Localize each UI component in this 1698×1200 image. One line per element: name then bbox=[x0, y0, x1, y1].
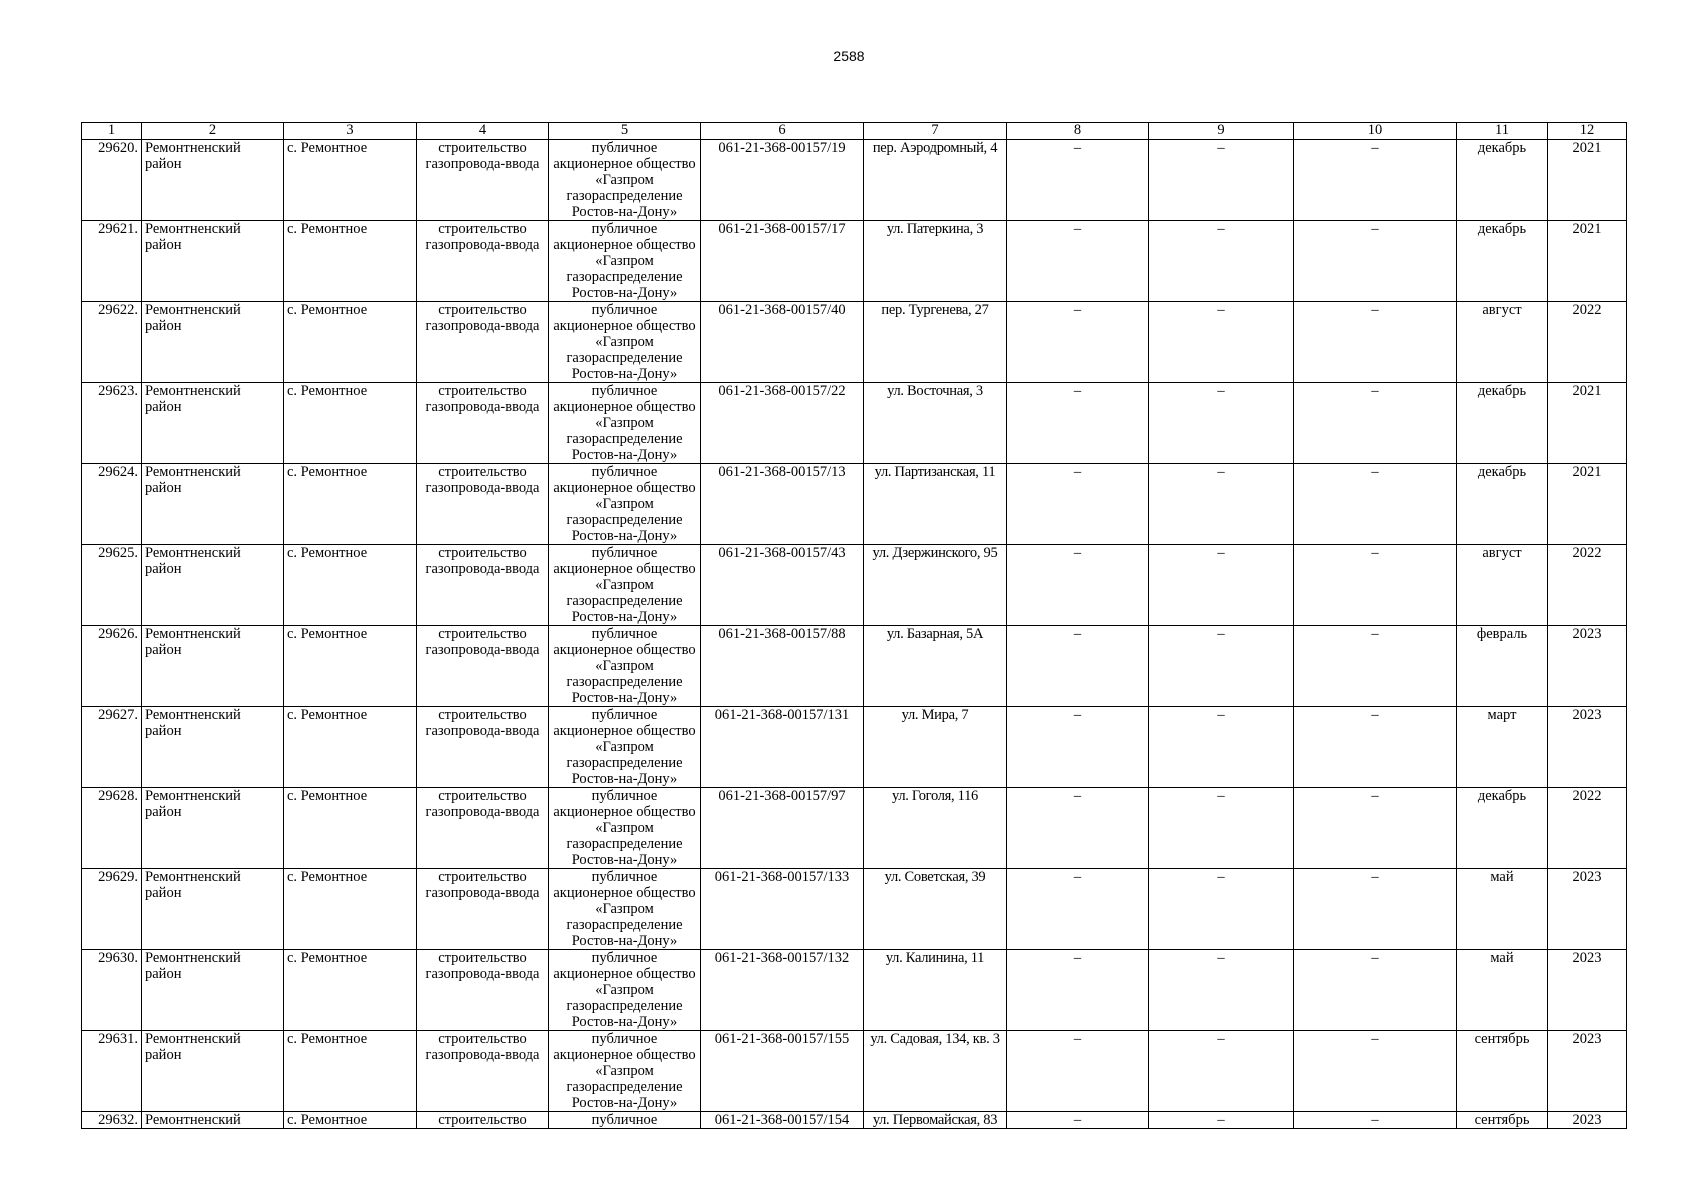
cell-row-number: 29625. bbox=[82, 545, 142, 626]
cell-locality: с. Ремонтное bbox=[284, 545, 417, 626]
cell-registry-code: 061-21-368-00157/97 bbox=[701, 788, 864, 869]
cell-col8: – bbox=[1007, 707, 1149, 788]
cell-work-type: строительство газопровода-ввода bbox=[417, 707, 549, 788]
cell-district: Ремонтненский район bbox=[142, 1031, 284, 1112]
cell-registry-code: 061-21-368-00157/154 bbox=[701, 1112, 864, 1129]
cell-year: 2021 bbox=[1548, 221, 1627, 302]
cell-district: Ремонтненский район bbox=[142, 383, 284, 464]
cell-district: Ремонтненский bbox=[142, 1112, 284, 1129]
column-header: 2 bbox=[142, 123, 284, 140]
table-body bbox=[82, 123, 1627, 1129]
cell-month: февраль bbox=[1457, 626, 1548, 707]
cell-year: 2022 bbox=[1548, 302, 1627, 383]
cell-organization: публичное bbox=[549, 1112, 701, 1129]
cell-registry-code: 061-21-368-00157/19 bbox=[701, 140, 864, 221]
cell-locality: с. Ремонтное bbox=[284, 788, 417, 869]
cell-work-type: строительство газопровода-ввода bbox=[417, 221, 549, 302]
cell-col10: – bbox=[1294, 869, 1457, 950]
table-row bbox=[82, 545, 1627, 626]
cell-registry-code: 061-21-368-00157/43 bbox=[701, 545, 864, 626]
cell-locality: с. Ремонтное bbox=[284, 464, 417, 545]
cell-month: декабрь bbox=[1457, 788, 1548, 869]
cell-organization: публичное акционерное общество «Газпром газораспределение Ростов-на-Дону» bbox=[549, 626, 701, 707]
cell-col9: – bbox=[1149, 545, 1294, 626]
cell-col10: – bbox=[1294, 545, 1457, 626]
cell-registry-code: 061-21-368-00157/17 bbox=[701, 221, 864, 302]
cell-col10: – bbox=[1294, 302, 1457, 383]
column-header: 3 bbox=[284, 123, 417, 140]
cell-registry-code: 061-21-368-00157/132 bbox=[701, 950, 864, 1031]
cell-month: декабрь bbox=[1457, 221, 1548, 302]
cell-row-number: 29631. bbox=[82, 1031, 142, 1112]
cell-col8: – bbox=[1007, 221, 1149, 302]
cell-work-type: строительство газопровода-ввода bbox=[417, 302, 549, 383]
cell-registry-code: 061-21-368-00157/40 bbox=[701, 302, 864, 383]
cell-work-type: строительство газопровода-ввода bbox=[417, 545, 549, 626]
cell-locality: с. Ремонтное bbox=[284, 1031, 417, 1112]
cell-col9: – bbox=[1149, 950, 1294, 1031]
cell-registry-code: 061-21-368-00157/22 bbox=[701, 383, 864, 464]
cell-col8: – bbox=[1007, 626, 1149, 707]
cell-year: 2023 bbox=[1548, 1112, 1627, 1129]
cell-organization: публичное акционерное общество «Газпром газораспределение Ростов-на-Дону» bbox=[549, 869, 701, 950]
table-row bbox=[82, 950, 1627, 1031]
table-row bbox=[82, 221, 1627, 302]
cell-locality: с. Ремонтное bbox=[284, 950, 417, 1031]
cell-address: ул. Дзержинского, 95 bbox=[864, 545, 1007, 626]
cell-year: 2022 bbox=[1548, 788, 1627, 869]
cell-address: ул. Мира, 7 bbox=[864, 707, 1007, 788]
table-row bbox=[82, 1112, 1627, 1129]
page-number: 2588 bbox=[833, 48, 865, 64]
column-header: 7 bbox=[864, 123, 1007, 140]
register-table bbox=[81, 122, 1627, 1129]
cell-work-type: строительство газопровода-ввода bbox=[417, 140, 549, 221]
cell-month: август bbox=[1457, 302, 1548, 383]
cell-work-type: строительство газопровода-ввода bbox=[417, 869, 549, 950]
cell-col9: – bbox=[1149, 140, 1294, 221]
cell-year: 2021 bbox=[1548, 383, 1627, 464]
cell-row-number: 29629. bbox=[82, 869, 142, 950]
cell-year: 2021 bbox=[1548, 140, 1627, 221]
cell-work-type: строительство bbox=[417, 1112, 549, 1129]
cell-organization: публичное акционерное общество «Газпром газораспределение Ростов-на-Дону» bbox=[549, 464, 701, 545]
cell-row-number: 29626. bbox=[82, 626, 142, 707]
cell-work-type: строительство газопровода-ввода bbox=[417, 950, 549, 1031]
cell-year: 2022 bbox=[1548, 545, 1627, 626]
cell-district: Ремонтненский район bbox=[142, 302, 284, 383]
column-header: 4 bbox=[417, 123, 549, 140]
cell-work-type: строительство газопровода-ввода bbox=[417, 383, 549, 464]
cell-address: ул. Партизанская, 11 bbox=[864, 464, 1007, 545]
cell-col8: – bbox=[1007, 1031, 1149, 1112]
cell-col10: – bbox=[1294, 464, 1457, 545]
cell-month: сентябрь bbox=[1457, 1112, 1548, 1129]
column-header: 8 bbox=[1007, 123, 1149, 140]
cell-address: ул. Садовая, 134, кв. 3 bbox=[864, 1031, 1007, 1112]
cell-col10: – bbox=[1294, 950, 1457, 1031]
column-header-row bbox=[82, 123, 1627, 140]
cell-registry-code: 061-21-368-00157/131 bbox=[701, 707, 864, 788]
cell-year: 2023 bbox=[1548, 1031, 1627, 1112]
cell-work-type: строительство газопровода-ввода bbox=[417, 788, 549, 869]
column-header: 1 bbox=[82, 123, 142, 140]
cell-year: 2023 bbox=[1548, 950, 1627, 1031]
cell-work-type: строительство газопровода-ввода bbox=[417, 626, 549, 707]
cell-address: ул. Советская, 39 bbox=[864, 869, 1007, 950]
cell-district: Ремонтненский район bbox=[142, 221, 284, 302]
cell-col8: – bbox=[1007, 788, 1149, 869]
cell-col10: – bbox=[1294, 1031, 1457, 1112]
cell-col9: – bbox=[1149, 221, 1294, 302]
cell-organization: публичное акционерное общество «Газпром газораспределение Ростов-на-Дону» bbox=[549, 302, 701, 383]
table-row bbox=[82, 140, 1627, 221]
cell-col8: – bbox=[1007, 464, 1149, 545]
cell-row-number: 29630. bbox=[82, 950, 142, 1031]
cell-col10: – bbox=[1294, 383, 1457, 464]
cell-organization: публичное акционерное общество «Газпром газораспределение Ростов-на-Дону» bbox=[549, 545, 701, 626]
cell-row-number: 29623. bbox=[82, 383, 142, 464]
column-header: 5 bbox=[549, 123, 701, 140]
cell-locality: с. Ремонтное bbox=[284, 626, 417, 707]
cell-month: декабрь bbox=[1457, 140, 1548, 221]
column-header: 11 bbox=[1457, 123, 1548, 140]
column-header: 9 bbox=[1149, 123, 1294, 140]
cell-month: декабрь bbox=[1457, 464, 1548, 545]
cell-district: Ремонтненский район bbox=[142, 464, 284, 545]
cell-registry-code: 061-21-368-00157/88 bbox=[701, 626, 864, 707]
cell-col10: – bbox=[1294, 707, 1457, 788]
cell-row-number: 29632. bbox=[82, 1112, 142, 1129]
cell-col10: – bbox=[1294, 140, 1457, 221]
table-row bbox=[82, 1031, 1627, 1112]
cell-month: сентябрь bbox=[1457, 1031, 1548, 1112]
cell-locality: с. Ремонтное bbox=[284, 869, 417, 950]
column-header: 12 bbox=[1548, 123, 1627, 140]
table-row bbox=[82, 626, 1627, 707]
cell-district: Ремонтненский район bbox=[142, 788, 284, 869]
cell-organization: публичное акционерное общество «Газпром газораспределение Ростов-на-Дону» bbox=[549, 950, 701, 1031]
cell-row-number: 29624. bbox=[82, 464, 142, 545]
cell-address: ул. Базарная, 5А bbox=[864, 626, 1007, 707]
cell-row-number: 29627. bbox=[82, 707, 142, 788]
cell-district: Ремонтненский район bbox=[142, 950, 284, 1031]
cell-col10: – bbox=[1294, 221, 1457, 302]
cell-col8: – bbox=[1007, 140, 1149, 221]
cell-col9: – bbox=[1149, 464, 1294, 545]
cell-col9: – bbox=[1149, 788, 1294, 869]
cell-row-number: 29621. bbox=[82, 221, 142, 302]
cell-district: Ремонтненский район bbox=[142, 707, 284, 788]
cell-address: ул. Калинина, 11 bbox=[864, 950, 1007, 1031]
cell-col9: – bbox=[1149, 626, 1294, 707]
cell-work-type: строительство газопровода-ввода bbox=[417, 464, 549, 545]
cell-col10: – bbox=[1294, 788, 1457, 869]
cell-address: ул. Патеркина, 3 bbox=[864, 221, 1007, 302]
cell-col9: – bbox=[1149, 302, 1294, 383]
column-header: 6 bbox=[701, 123, 864, 140]
cell-month: май bbox=[1457, 869, 1548, 950]
cell-col9: – bbox=[1149, 383, 1294, 464]
cell-col8: – bbox=[1007, 869, 1149, 950]
table-row bbox=[82, 788, 1627, 869]
cell-month: декабрь bbox=[1457, 383, 1548, 464]
column-header: 10 bbox=[1294, 123, 1457, 140]
cell-col10: – bbox=[1294, 1112, 1457, 1129]
cell-locality: с. Ремонтное bbox=[284, 707, 417, 788]
cell-registry-code: 061-21-368-00157/155 bbox=[701, 1031, 864, 1112]
cell-district: Ремонтненский район bbox=[142, 869, 284, 950]
cell-col8: – bbox=[1007, 950, 1149, 1031]
cell-col8: – bbox=[1007, 1112, 1149, 1129]
cell-locality: с. Ремонтное bbox=[284, 140, 417, 221]
cell-col9: – bbox=[1149, 1031, 1294, 1112]
cell-col9: – bbox=[1149, 707, 1294, 788]
cell-locality: с. Ремонтное bbox=[284, 302, 417, 383]
cell-work-type: строительство газопровода-ввода bbox=[417, 1031, 549, 1112]
table-row bbox=[82, 302, 1627, 383]
cell-district: Ремонтненский район bbox=[142, 545, 284, 626]
cell-organization: публичное акционерное общество «Газпром газораспределение Ростов-на-Дону» bbox=[549, 221, 701, 302]
cell-year: 2021 bbox=[1548, 464, 1627, 545]
table-row bbox=[82, 707, 1627, 788]
cell-organization: публичное акционерное общество «Газпром газораспределение Ростов-на-Дону» bbox=[549, 788, 701, 869]
cell-locality: с. Ремонтное bbox=[284, 221, 417, 302]
cell-registry-code: 061-21-368-00157/13 bbox=[701, 464, 864, 545]
cell-year: 2023 bbox=[1548, 626, 1627, 707]
cell-col8: – bbox=[1007, 545, 1149, 626]
cell-row-number: 29620. bbox=[82, 140, 142, 221]
cell-organization: публичное акционерное общество «Газпром газораспределение Ростов-на-Дону» bbox=[549, 383, 701, 464]
cell-locality: с. Ремонтное bbox=[284, 1112, 417, 1129]
cell-month: август bbox=[1457, 545, 1548, 626]
cell-row-number: 29628. bbox=[82, 788, 142, 869]
cell-address: ул. Восточная, 3 bbox=[864, 383, 1007, 464]
cell-organization: публичное акционерное общество «Газпром газораспределение Ростов-на-Дону» bbox=[549, 1031, 701, 1112]
cell-organization: публичное акционерное общество «Газпром газораспределение Ростов-на-Дону» bbox=[549, 140, 701, 221]
cell-address: ул. Гоголя, 116 bbox=[864, 788, 1007, 869]
table-row bbox=[82, 869, 1627, 950]
cell-row-number: 29622. bbox=[82, 302, 142, 383]
cell-organization: публичное акционерное общество «Газпром газораспределение Ростов-на-Дону» bbox=[549, 707, 701, 788]
cell-address: пер. Аэродромный, 4 bbox=[864, 140, 1007, 221]
cell-month: март bbox=[1457, 707, 1548, 788]
cell-year: 2023 bbox=[1548, 869, 1627, 950]
cell-col8: – bbox=[1007, 302, 1149, 383]
cell-year: 2023 bbox=[1548, 707, 1627, 788]
cell-locality: с. Ремонтное bbox=[284, 383, 417, 464]
cell-col10: – bbox=[1294, 626, 1457, 707]
cell-col8: – bbox=[1007, 383, 1149, 464]
cell-district: Ремонтненский район bbox=[142, 626, 284, 707]
cell-col9: – bbox=[1149, 869, 1294, 950]
cell-registry-code: 061-21-368-00157/133 bbox=[701, 869, 864, 950]
cell-address: пер. Тургенева, 27 bbox=[864, 302, 1007, 383]
table-row bbox=[82, 383, 1627, 464]
cell-month: май bbox=[1457, 950, 1548, 1031]
table-row bbox=[82, 464, 1627, 545]
cell-address: ул. Первомайская, 83 bbox=[864, 1112, 1007, 1129]
cell-district: Ремонтненский район bbox=[142, 140, 284, 221]
cell-col9: – bbox=[1149, 1112, 1294, 1129]
